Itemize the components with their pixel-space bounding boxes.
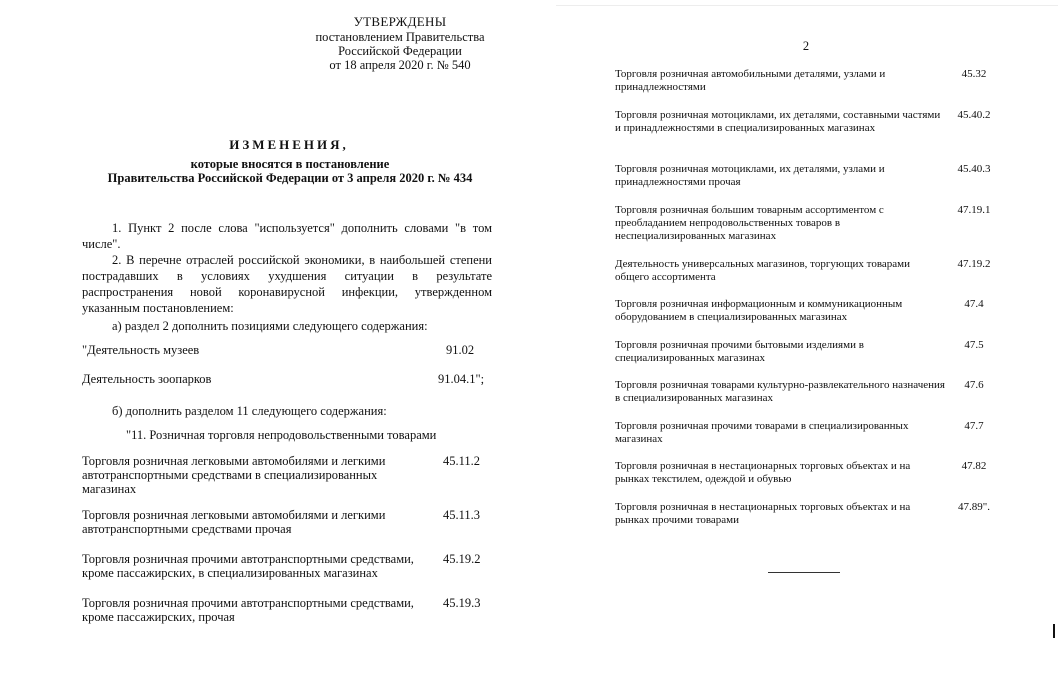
document-title: ИЗМЕНЕНИЯ, (229, 137, 349, 152)
paragraph-a: а) раздел 2 дополнить позициями следующего содержания: (112, 319, 428, 333)
activity-code: 47.82 (961, 460, 987, 472)
activity-name: Торговля розничная прочими автотранспортными средствами, кроме пассажирских, в специализированных магазинах (82, 552, 414, 580)
activity-name: Деятельность универсальных магазинов, торгующих товарами общего ассортимента (615, 258, 911, 283)
activity-name: Торговля розничная большим товарным ассортиментом с преобладанием непродовольственных товаров в неспециализированных магазинах (615, 204, 884, 242)
activity-name: Торговля розничная мотоциклами, их деталями, узлами и принадлежностями прочая (615, 163, 885, 188)
activity-code: 47.4 (964, 298, 984, 310)
activity-name: Торговля розничная прочими товарами в специализированных магазинах (615, 420, 909, 445)
activity-code: 47.5 (964, 339, 984, 351)
activity-name: "Деятельность музеев (82, 343, 200, 357)
activity-name: Деятельность зоопарков (82, 372, 212, 386)
activity-name: Торговля розничная легковыми автомобилями и легкими автотранспортными средствами прочая (82, 508, 386, 536)
approval-line-1: постановлением Правительства (315, 30, 485, 44)
activity-code: 47.6 (964, 379, 984, 391)
activity-code: 45.11.2 (443, 454, 481, 468)
activity-name: Торговля розничная прочими автотранспортными средствами, кроме пассажирских, прочая (82, 596, 414, 624)
activity-code: 45.19.3 (443, 596, 481, 610)
activity-name: Торговля розничная прочими бытовыми изделиями в специализированных магазинах (615, 339, 864, 364)
activity-code: 47.19.2 (957, 258, 991, 270)
activity-code: 45.11.3 (443, 508, 481, 522)
activity-code: 91.04.1"; (438, 372, 485, 386)
activity-name: Торговля розничная мотоциклами, их деталями, составными частями и принадлежностями в специализированных магазинах (615, 109, 941, 134)
activity-code: 91.02 (446, 343, 475, 357)
activity-name: Торговля розничная в нестационарных торговых объектах и на рынках прочими товарами (615, 501, 911, 526)
subtitle-line-2: Правительства Российской Федерации от 3 апреля 2020 г. № 434 (107, 171, 473, 185)
activity-code: 47.7 (964, 420, 984, 432)
document-subtitle (80, 157, 500, 185)
activity-name: Торговля розничная товарами культурно-развлекательного назначения в специализированных магазинах (615, 379, 945, 404)
page-number: 2 (802, 39, 810, 53)
paragraph-2: 2. В перечне отраслей российской экономики, в наибольшей степени пострадавших в условиях ухудшения ситуации в результате распространения новой коронавирусной инфекции, утвержденном указанным постановлением: (82, 253, 492, 315)
section-11-heading: "11. Розничная торговля непродовольственными товарами (126, 428, 437, 442)
activity-name: Торговля розничная информационным и коммуникационным оборудованием в специализированных магазинах (615, 298, 903, 323)
activity-name: Торговля розничная в нестационарных торговых объектах и на рынках текстилем, одеждой и обувью (615, 460, 911, 485)
approval-line-3: от 18 апреля 2020 г. № 540 (329, 58, 471, 72)
activity-code: 45.19.2 (443, 552, 481, 566)
activity-code: 45.40.2 (957, 109, 991, 121)
activity-code: 45.40.3 (957, 163, 991, 175)
approval-line-2: Российской Федерации (338, 44, 462, 58)
approval-block (300, 14, 500, 72)
activity-name: Торговля розничная автомобильными деталями, узлами и принадлежностями (615, 68, 886, 93)
activity-code: 47.19.1 (957, 204, 991, 216)
text-cursor (1053, 624, 1055, 638)
end-divider (768, 572, 840, 573)
activity-name: Торговля розничная легковыми автомобилями и легкими автотранспортными средствами в специализированных магазинах (82, 454, 386, 496)
approval-title: УТВЕРЖДЕНЫ (353, 14, 447, 29)
subtitle-line-1: которые вносятся в постановление (190, 157, 390, 171)
paragraph-b: б) дополнить разделом 11 следующего содержания: (112, 404, 387, 418)
paragraph-1: 1. Пункт 2 после слова "используется" дополнить словами "в том числе". (82, 221, 492, 251)
document-page-2 (556, 5, 1058, 677)
activity-code: 45.32 (961, 68, 987, 80)
activity-code: 47.89". (958, 501, 990, 513)
